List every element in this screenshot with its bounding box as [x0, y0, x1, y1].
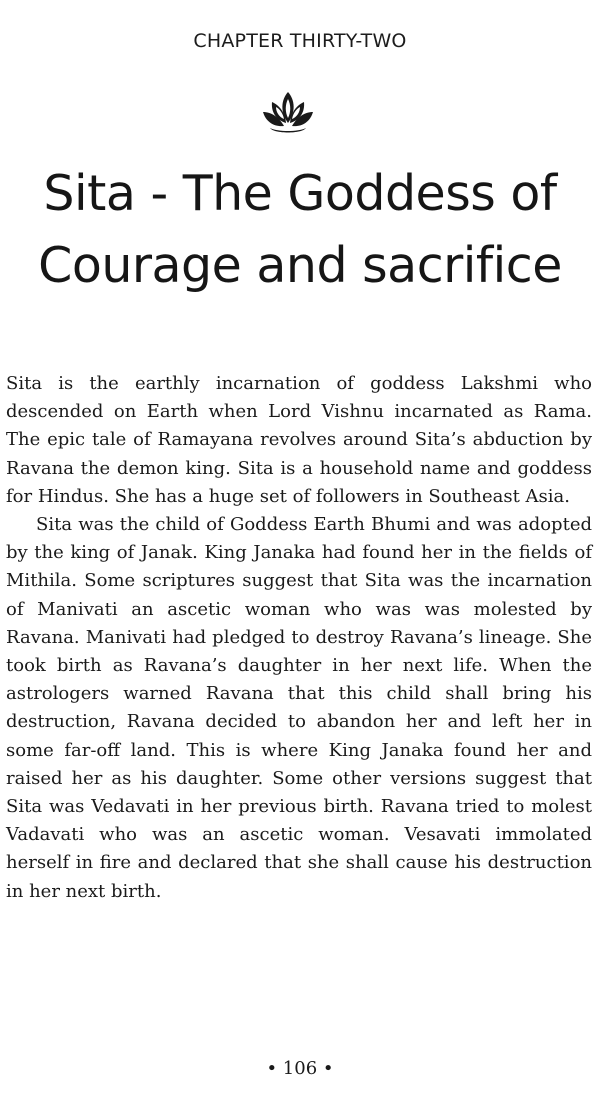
chapter-title [0, 158, 600, 302]
page-number: • 106 • [266, 1058, 334, 1079]
chapter-label: CHAPTER THIRTY-TWO [193, 30, 407, 52]
paragraph: Sita was the child of Goddess Earth Bhumi and was adopted by the king of Janak. King Janaka had found her in the fields of Mithila. Some scriptures suggest that Sita was the incarnation of Manivati an ascetic woman who was was molested by Ravana. Manivati had pledged to destroy Ravana’s lineage. She took birth as Ravana’s daughter in her next life. When the astrologers warned Ravana that this child shall bring his destruction, Ravana decided to abandon her and left her in some far-off land. This is where King Janaka found her and raised her as his daughter. Some other versions suggest that Sita was Vedavati in her previous birth. Ravana tried to molest Vadavati who was an ascetic woman. Vesavati immolated herself in fire and declared that she shall cause his destruction in her next birth. [6, 514, 592, 902]
chapter-body [6, 370, 592, 906]
paragraph: Sita is the earthly incarnation of goddess Lakshmi who descended on Earth when Lord Vishnu incarnated as Rama. The epic tale of Ramayana revolves around Sita’s abduction by Ravana the demon king. Sita is a household name and goddess for Hindus. She has a huge set of followers in Southeast Asia. [6, 373, 592, 507]
chapter-title-line-2: Courage and sacrifice [38, 237, 562, 294]
lotus-icon [262, 90, 314, 136]
chapter-title-line-1: Sita - The Goddess of [43, 165, 557, 222]
